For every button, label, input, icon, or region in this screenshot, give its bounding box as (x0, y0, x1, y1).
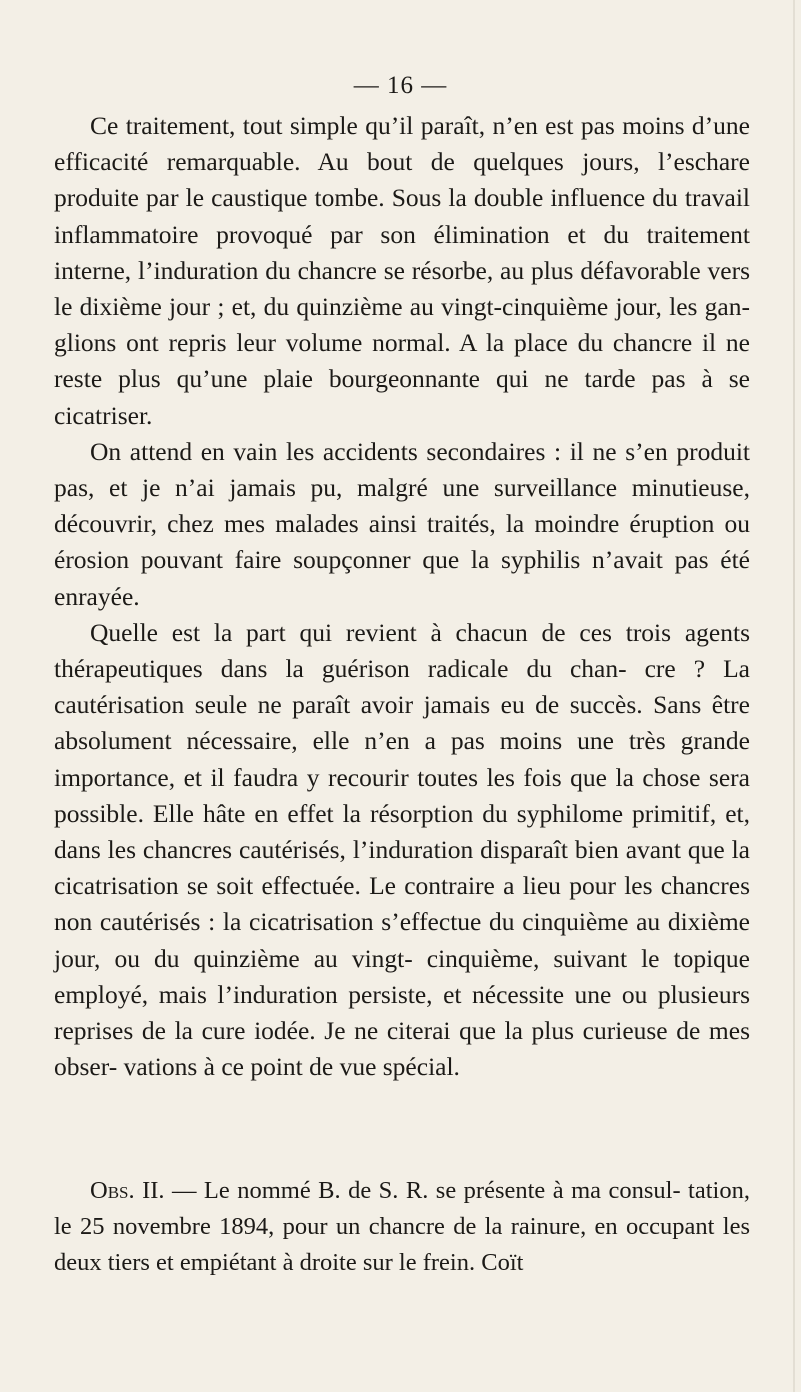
page-number: — 16 — (353, 72, 448, 99)
page-edge (793, 0, 795, 1392)
paragraph-3: Quelle est la part qui revient à chacun de ces trois agents thérapeutiques dans la guérison radicale du chan- cre ? La cautérisation seule ne paraît avoir jamais eu de succès. Sans être absolument nécessaire, elle n’en a pas moins une très grande importance, et il faudra y recourir toutes les fois que la chose sera possible. Elle hâte en effet la résorption du syphilome primitif, et, dans les chancres cautérisés, l’induration disparaît bien avant que la cicatrisation se soit effectuée. Le contraire a lieu pour les chancres non cautérisés : la cicatrisation s’effectue du cinquième au dixième jour, ou du quinzième au vingt- cinquième, suivant le topique employé, mais l’induration persiste, et nécessite une ou plusieurs reprises de la cure iodée. Je ne citerai que la plus curieuse de mes obser- vations à ce point de vue spécial. (54, 617, 750, 1082)
observation-block (54, 1173, 750, 1281)
observation-text: — Le nommé B. de S. R. se présente à ma consul- tation, le 25 novembre 1894, pour un chancre de la rainure, en occupant les deux tiers et empiétant à droite sur le frein. Coït (54, 1177, 750, 1276)
main-text (54, 108, 750, 1085)
observation-paragraph (54, 1173, 750, 1281)
paragraph-1: Ce traitement, tout simple qu’il paraît, n’en est pas moins d’une efficacité remarquable. Au bout de quelques jours, l’eschare produite par le caustique tombe. Sous la double influence du travail inflammatoire provoqué par son élimination et du traitement interne, l’induration du chancre se résorbe, au plus défavorable vers le dixième jour ; et, du quinzième au vingt-cinquième jour, les gan- glions ont repris leur volume normal. A la place du chancre il ne reste plus qu’une plaie bourgeonnante qui ne tarde pas à se cicatriser. (54, 111, 750, 430)
observation-label: Obs. II. (90, 1177, 165, 1204)
paragraph-2: On attend en vain les accidents secondaires : il ne s’en produit pas, et je n’ai jamais pu, malgré une surveillance minutieuse, découvrir, chez mes malades ainsi traités, la moindre éruption ou érosion pouvant faire soupçonner que la syphilis n’avait pas été enrayée. (54, 436, 750, 611)
